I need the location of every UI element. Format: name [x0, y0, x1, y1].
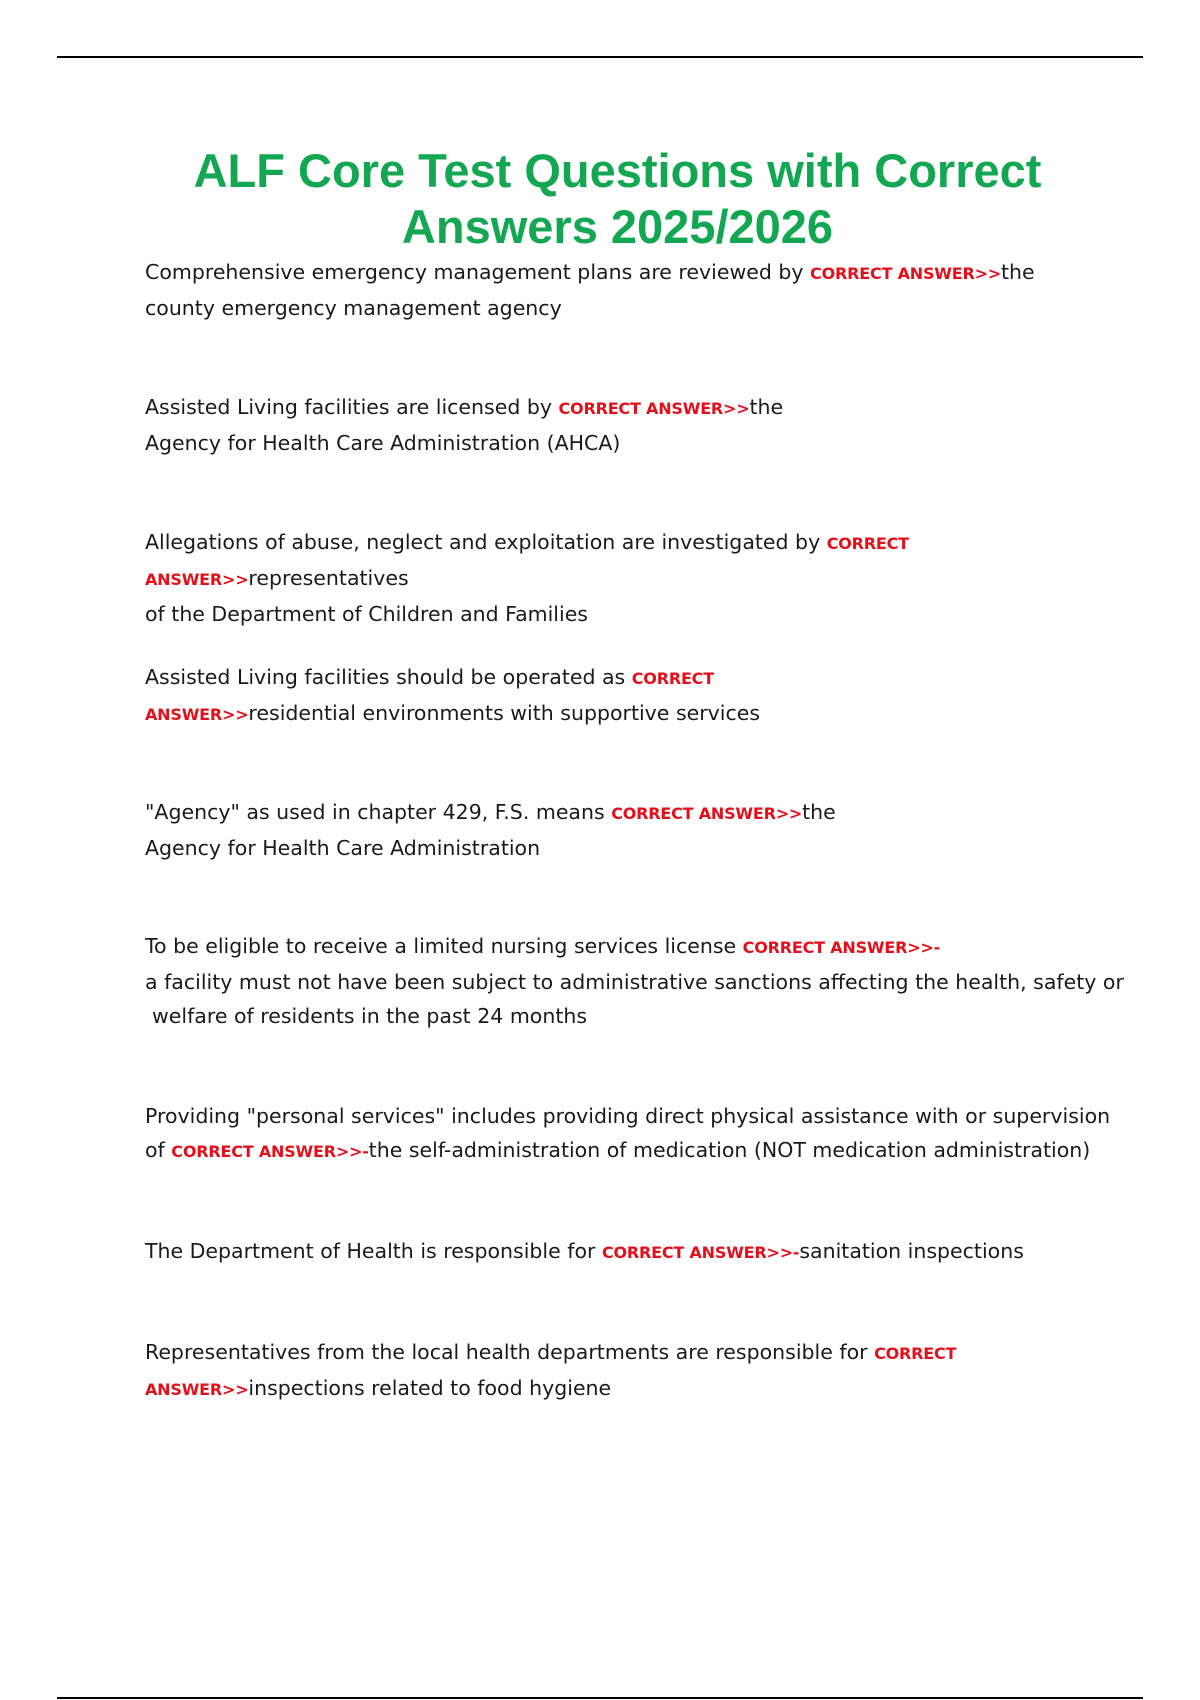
question-text: of [145, 1138, 172, 1162]
footer-rule [57, 1697, 1143, 1699]
answer-text: a facility must not have been subject to administrative sanctions affecting the health, safety or [145, 970, 1124, 994]
correct-answer-marker: ANSWER>> [145, 1380, 249, 1399]
qa-item-4 [145, 660, 1145, 732]
question-text: To be eligible to receive a limited nursing services license [145, 934, 743, 958]
question-text: Assisted Living facilities are licensed by [145, 395, 559, 419]
qa-item-2 [145, 390, 1145, 460]
question-text: Providing "personal services" includes providing direct physical assistance with or supervision [145, 1104, 1111, 1128]
qa-item-9 [145, 1335, 1145, 1407]
answer-text: residential environments with supportive services [248, 701, 761, 725]
question-text: Comprehensive emergency management plans are reviewed by [145, 260, 811, 284]
correct-answer-marker: CORRECT ANSWER>>- [171, 1142, 369, 1161]
answer-text: the self-administration of medication (NOT medication administration) [368, 1138, 1091, 1162]
answer-text: Agency for Health Care Administration [145, 836, 541, 860]
answer-text: inspections related to food hygiene [248, 1376, 612, 1400]
question-text: "Agency" as used in chapter 429, F.S. means [145, 800, 612, 824]
document-title: ALF Core Test Questions with Correct Answers 2025/2026 [193, 144, 1042, 253]
qa-item-6 [145, 929, 1145, 1033]
correct-answer-marker: CORRECT ANSWER>> [810, 264, 1001, 283]
question-text: Assisted Living facilities should be operated as [145, 665, 632, 689]
answer-text: welfare of residents in the past 24 months [152, 1004, 588, 1028]
answer-text: the [1000, 260, 1035, 284]
question-text: Allegations of abuse, neglect and exploitation are investigated by [145, 530, 827, 554]
answer-text: the [749, 395, 784, 419]
answer-text: representatives [248, 566, 409, 590]
answer-text: county emergency management agency [145, 296, 562, 320]
correct-answer-marker: CORRECT ANSWER>> [558, 399, 750, 418]
qa-item-7 [145, 1099, 1145, 1169]
qa-item-8 [145, 1234, 1145, 1270]
answer-text: the [802, 800, 836, 824]
correct-answer-marker: CORRECT ANSWER>> [145, 534, 909, 589]
correct-answer-marker: CORRECT ANSWER>>- [601, 1243, 800, 1262]
answer-text: Agency for Health Care Administration (AHCA) [145, 431, 621, 455]
correct-answer-marker: CORRECT [631, 669, 714, 688]
question-text: Representatives from the local health departments are responsible for [145, 1340, 875, 1364]
header-rule [57, 56, 1143, 58]
qa-item-1 [145, 255, 1145, 325]
correct-answer-marker: ANSWER>> [145, 705, 249, 724]
qa-item-5 [145, 795, 1145, 865]
qa-item-3 [145, 525, 1145, 631]
question-text: The Department of Health is responsible for [145, 1239, 602, 1263]
correct-answer-marker: CORRECT ANSWER>> [611, 804, 803, 823]
correct-answer-marker: CORRECT ANSWER>>- [742, 938, 941, 957]
answer-text: of the Department of Children and Families [145, 602, 588, 626]
answer-text: sanitation inspections [799, 1239, 1024, 1263]
correct-answer-marker: CORRECT [874, 1344, 957, 1363]
